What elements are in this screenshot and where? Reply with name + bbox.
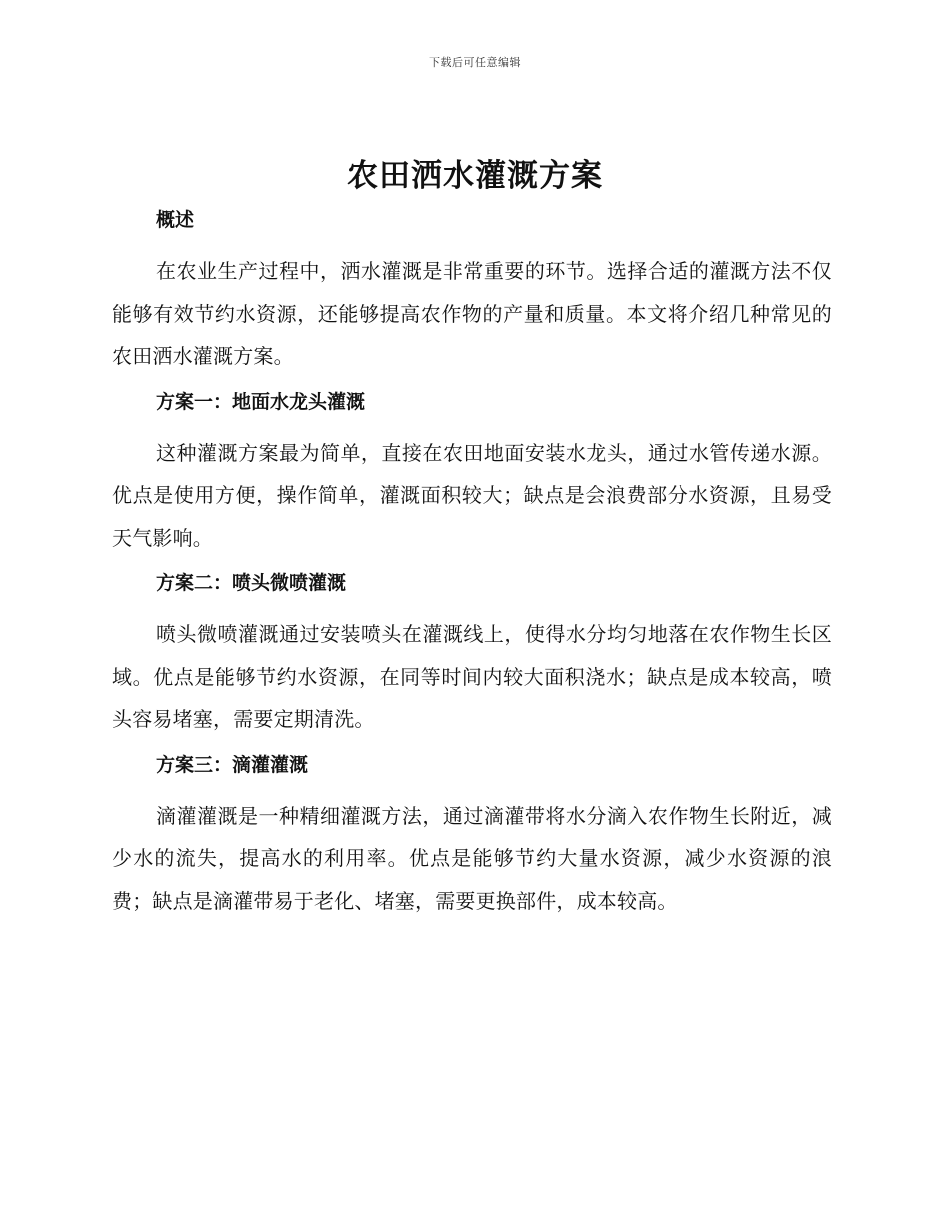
document-title: 农田洒水灌溉方案 <box>347 158 603 194</box>
section-paragraph: 这种灌溉方案最为简单，直接在农田地面安装水龙头，通过水管传递水源。优点是使用方便，操作简单，灌溉面积较大；缺点是会浪费部分水资源，且易受天气影响。 <box>112 440 832 550</box>
section-paragraph: 喷头微喷灌溉通过安装喷头在灌溉线上，使得水分均匀地落在农作物生长区域。优点是能够节约水资源，在同等时间内较大面积浇水；缺点是成本较高，喷头容易堵塞，需要定期清洗。 <box>112 622 832 731</box>
section-overview <box>112 203 832 385</box>
section-plan-one <box>112 385 832 567</box>
header-note: 下载后可任意编辑 <box>429 56 521 69</box>
section-heading: 概述 <box>156 209 195 231</box>
section-plan-three <box>112 748 832 923</box>
section-paragraph: 在农业生产过程中，洒水灌溉是非常重要的环节。选择合适的灌溉方法不仅能够有效节约水资源，还能够提高农作物的产量和质量。本文将介绍几种常见的农田洒水灌溉方案。 <box>112 259 832 368</box>
section-heading: 方案三：滴灌灌溉 <box>156 753 309 776</box>
section-paragraph: 滴灌灌溉是一种精细灌溉方法，通过滴灌带将水分滴入农作物生长附近，减少水的流失，提高水的利用率。优点是能够节约大量水资源，减少水资源的浪费；缺点是滴灌带易于老化、堵塞，需要更换部件，成本较高。 <box>112 803 832 913</box>
section-heading: 方案二：喷头微喷灌溉 <box>156 572 347 594</box>
document-body <box>112 203 832 922</box>
section-plan-two <box>112 566 832 748</box>
section-heading: 方案一：地面水龙头灌溉 <box>156 390 366 413</box>
